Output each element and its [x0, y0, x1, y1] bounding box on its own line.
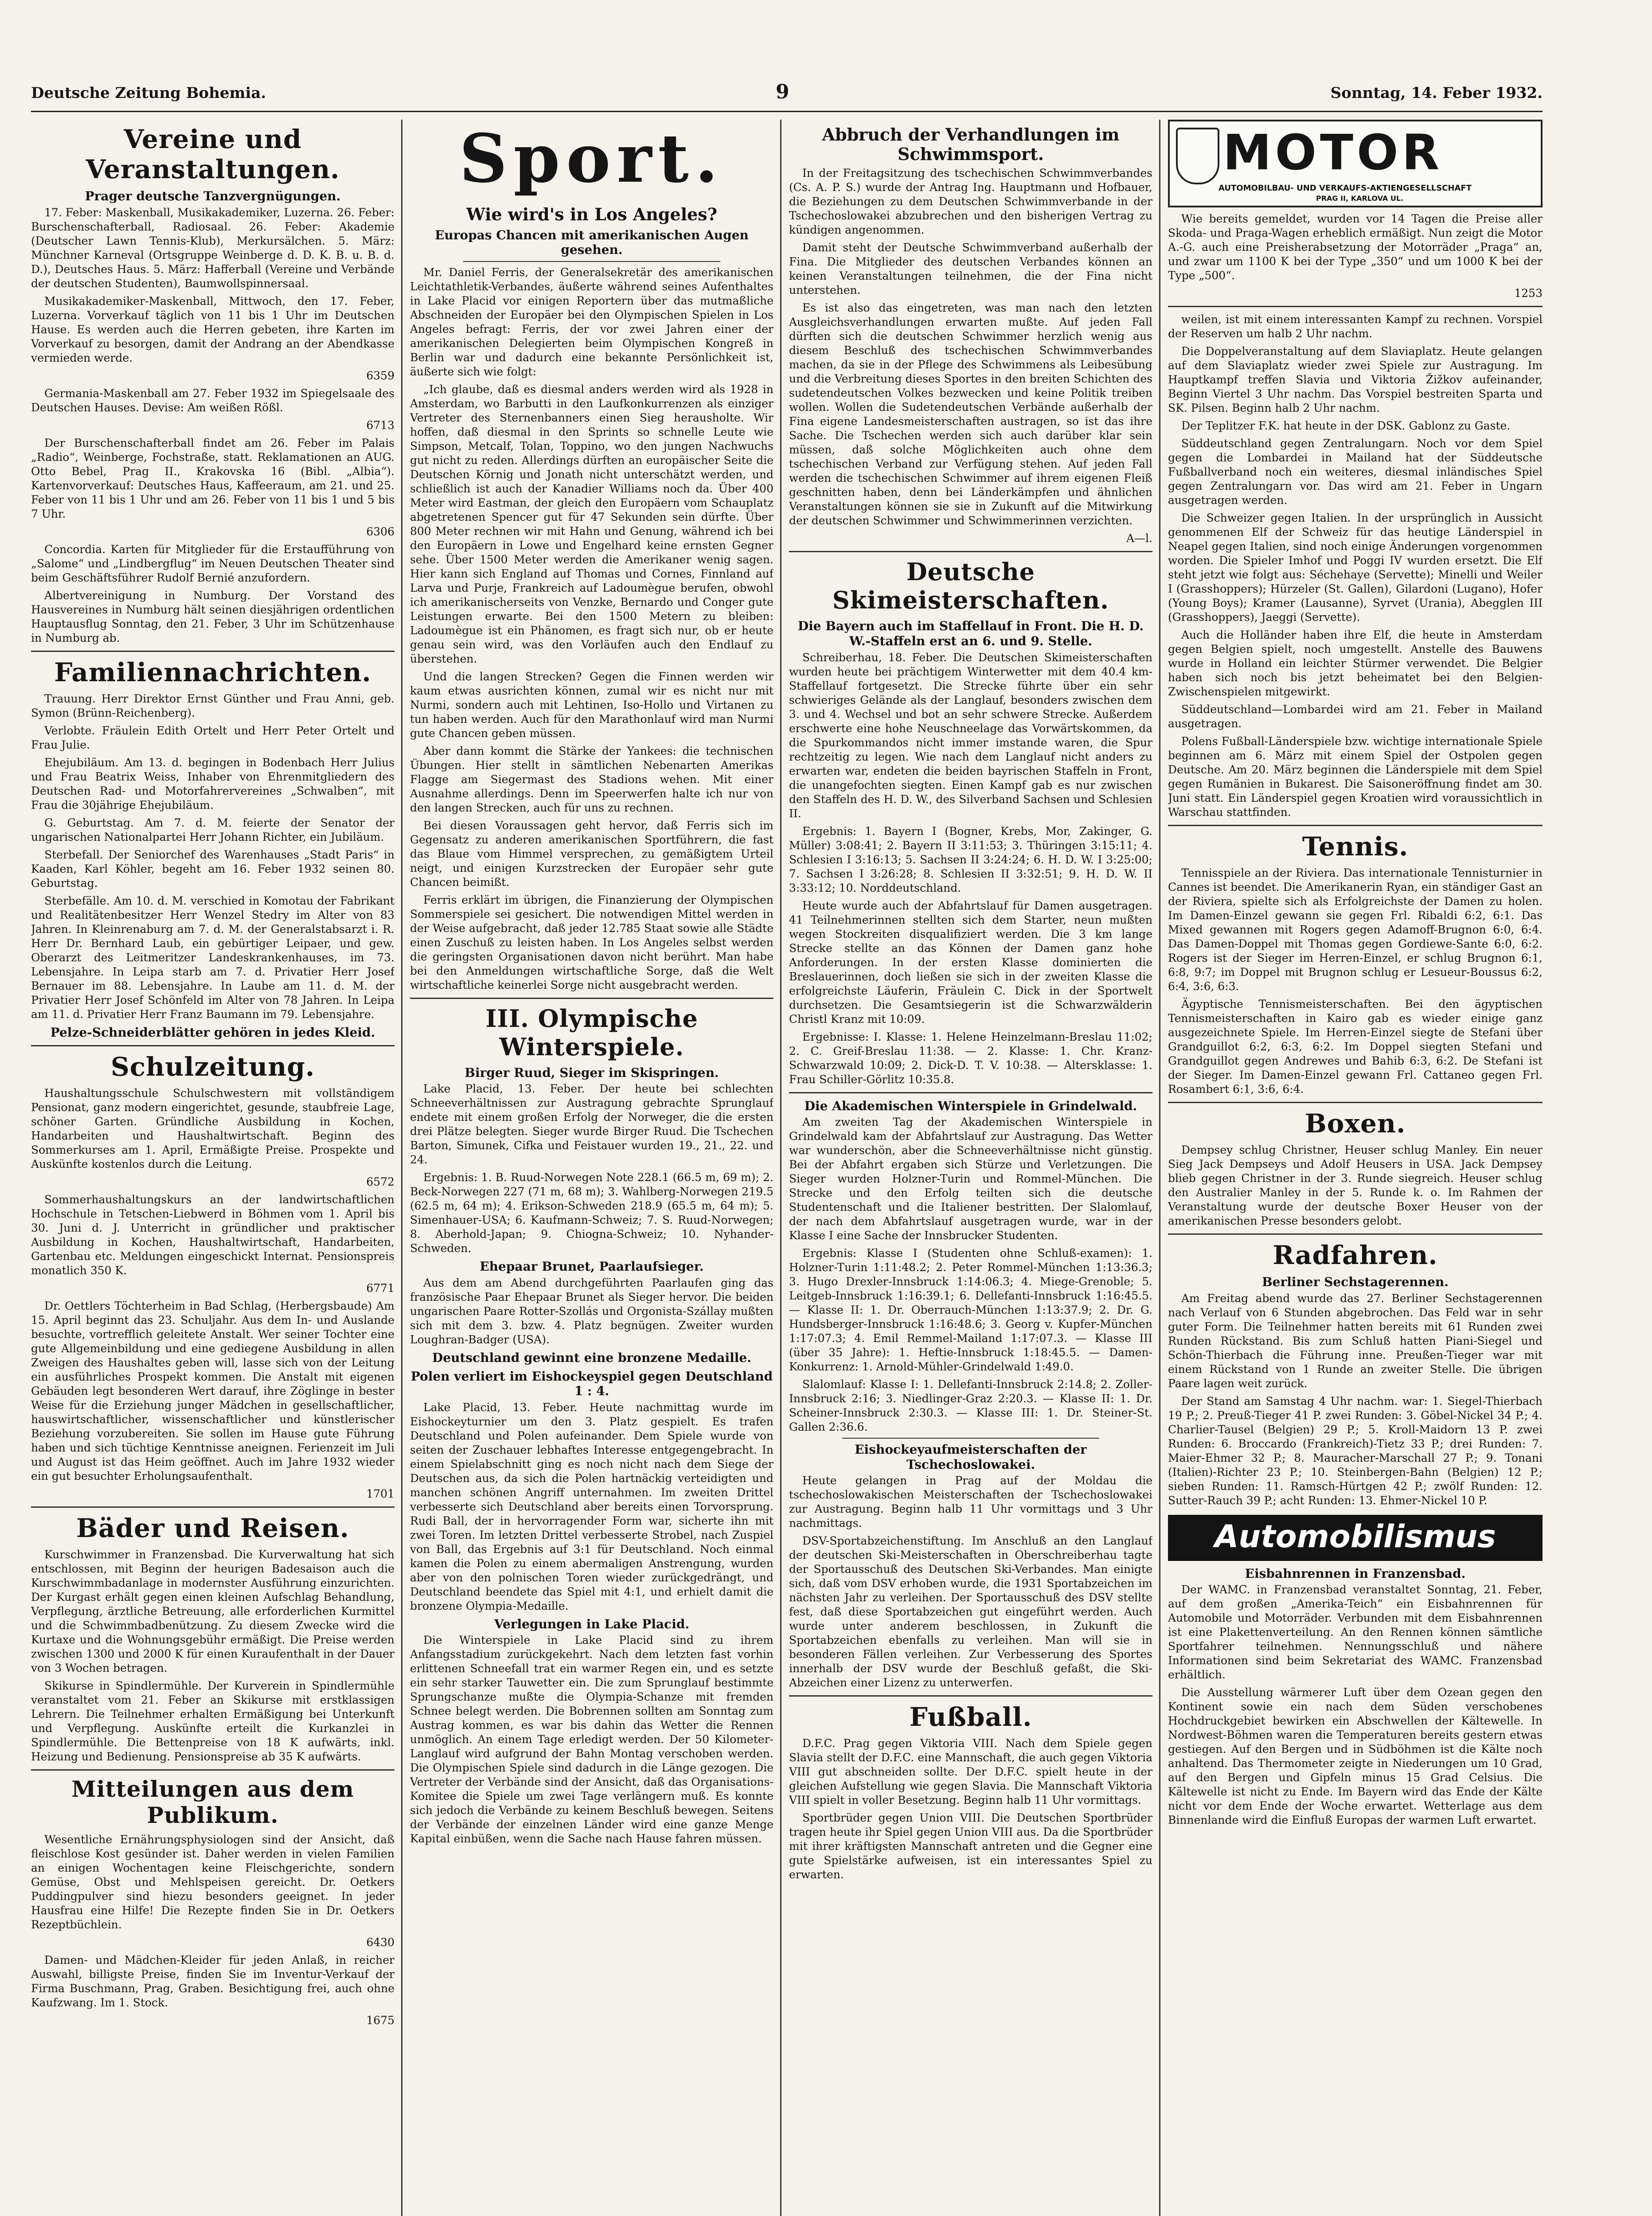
article-text: G. Geburtstag. Am 7. d. M. feierte der Senator der ungarischen Nationalpartei Herr Johann Richter, ein Jubiläum.: [31, 816, 394, 843]
section-title: Boxen.: [1304, 1108, 1406, 1139]
article-headline: Ehepaar Brunet, Paarlaufsieger.: [480, 1259, 704, 1274]
section-title: Tennis.: [1302, 831, 1409, 862]
article-text: Schreiberhau, 18. Feber. Die Deutschen Skimeisterschaften wurden heute bei prächtigem Winterwetter mit dem 40.4 km-Staffellauf fortgesetzt. Die Strecke führte über ein sehr schwieriges Gelände als der Langlauf, besonders zwischen dem 3. und 4. Wechsel und bot an sehr schwere Strecke. Außerdem erschwerte eine hohe Neuschneelage das Vorwärtskommen, da die Spurkommandos nicht immer imstande waren, die Spur rechtzeitig zu legen. Wie nach dem Langlauf nicht anders zu erwarten war, endeten die beiden bayrischen Staffeln in Front, die unangefochten siegten. Einen Kampf gab es nur zwischen den Staffeln des H. D. W., des Silverband Sachsen und Schlesien II.: [789, 651, 1152, 820]
automobilismus-banner: Automobilismus: [1168, 1515, 1543, 1561]
motor-logo-text: MOTOR: [1223, 124, 1443, 181]
article-subheadline: Europas Chancen mit amerikanischen Augen gesehen.: [435, 227, 749, 257]
section-title: Mitteilungen aus dem Publikum.: [71, 1776, 354, 1829]
article-headline: Die Akademischen Winterspiele in Grindelwald.: [804, 1098, 1137, 1113]
column-1: [31, 120, 394, 2216]
section-title: Bäder und Reisen.: [76, 1513, 349, 1544]
article-subheadline: Die Bayern auch im Staffellauf in Front. Die H. D. W.-Staffeln erst an 6. und 9. Stelle.: [797, 619, 1144, 648]
section-title: Fußball.: [909, 1702, 1032, 1732]
section-title: Schulzeitung.: [110, 1052, 315, 1082]
article-text: D.F.C. Prag gegen Viktoria VIII. Nach dem Spiele gegen Slavia stellt der D.F.C. eine Mannschaft, die auch gegen Viktoria VIII gut abschneiden sollte. Der D.F.C. spielt heute in der gleichen Aufstellung wie gegen Slavia. Die Mannschaft Viktoria VIII spielt in voller Besetzung. Beginn halb 11 Uhr vormittags.: [789, 1737, 1152, 1807]
article-text: Am Freitag abend wurde das 27. Berliner Sechstagerennen nach Verlauf von 6 Stunden abgebrochen. Das Feld war in sehr guter Form. Die Teilnehmer hatten bereits mit 61 Runden zwei Runden Rückstand. Bis zum Schluß hatten Piani-Siegel und Schön-Thierbach die Führung inne. Preußen-Tieger war mit einem Rückstand von 1 Runde an zweiter Stelle. Die übrigen Paare lagen weit zurück.: [1168, 1291, 1543, 1390]
motor-advertisement: [1168, 120, 1543, 207]
article-text: Damit steht der Deutsche Schwimmverband außerhalb der Fina. Die Mitglieder des deutschen Verbandes können an keinen Veranstaltungen teilnehmen, die der Fina nicht unterstehen.: [789, 241, 1152, 297]
section-divider: [410, 998, 773, 999]
ad-number: 6713: [366, 418, 394, 432]
article-text: Kurschwimmer in Franzensbad. Die Kurverwaltung hat sich entschlossen, mit Beginn der heurigen Badesaison auch die Kurschwimmbadanlage in modernster Ausführung einzurichten. Der Kurgast erhält gegen einen kleinen Aufschlag Behandlung, Verpflegung, ärztliche Betreuung, alle erforderlichen Kurmittel und die Schwimmbadbenützung. Zu diesem Zwecke wird die Kurtaxe und die Wohnungsgebühr ermäßigt. Die Preise werden zwischen 1300 und 2000 K für einen Kuraufenthalt in der Dauer von 3 Wochen betragen.: [31, 1548, 394, 1675]
article-text: Ergebnis: 1. B. Ruud-Norwegen Note 228.1 (66.5 m, 69 m); 2. Beck-Norwegen 227 (71 m, 68 m); 3. Wahlberg-Norwegen 219.5 (62.5 m, 64 m); 4. Erikson-Schweden 218.9 (65.5 m, 64 m); 5. Simenhauer-USA; 6. Kaufmann-Schweiz; 7. S. Ruud-Norwegen; 8. Aberhold-Japan; 9. Chiogna-Schweiz; 10. Nyhander-Schweden.: [410, 1171, 773, 1255]
section-title: Vereine und Veranstaltungen.: [86, 124, 340, 184]
article-text: Musikakademiker-Maskenball, Mittwoch, den 17. Feber, Luzerna. Vorverkauf täglich von 11 bis 1 Uhr im Deutschen Hause. Es werden auch die Herren gebeten, ihre Karten im Vorverkauf zu besorgen, damit der Andrang an der Abendkasse vermieden werde.: [31, 294, 394, 364]
column-2: [410, 120, 773, 2216]
article-text: Aber dann kommt die Stärke der Yankees: die technischen Übungen. Hier stellt in sämtlichen Nebenarten Amerikas Flagge am Siegermast des Stadions wehen. Mit einer Ausnahme allerdings. Denn im Speerwerfen halte ich nur von den langen Strecken, auch für uns zu rechnen.: [410, 744, 773, 814]
article-headline: Verlegungen in Lake Placid.: [494, 1616, 690, 1631]
header-rule: [31, 111, 1543, 112]
ad-number: 1701: [366, 1487, 394, 1501]
section-divider: [789, 551, 1152, 552]
ad-number: 6359: [366, 369, 394, 382]
article-text: Verlobte. Fräulein Edith Ortelt und Herr Peter Ortelt und Frau Julie.: [31, 724, 394, 751]
ad-number: 1675: [366, 2014, 394, 2027]
article-headline: Birger Ruud, Sieger im Skispringen.: [465, 1065, 719, 1080]
article-text: Die Schweizer gegen Italien. In der ursprünglich in Aussicht genommenen Elf der Schweiz für das heutige Länderspiel in Neapel gegen Italien, sind noch einige Änderungen vorgenommen worden. Die Spieler Imhof und Poggi IV wurden ersetzt. Die Elf steht jetzt wie folgt aus: Séchehaye (Servette); Minelli und Weiler I (Grasshoppers); Hürzeler (St. Gallen), Gilardoni (Lugano), Hofer (Young Boys); Kramer (Lausanne), Syrvet (Urania), Abegglen III (Grasshoppers), Jaeggi (Servette).: [1168, 511, 1543, 624]
section-title: Radfahren.: [1273, 1240, 1438, 1270]
notice: Pelze-Schneiderblätter gehören in jedes Kleid.: [50, 1025, 375, 1040]
ad-number: 1253: [1514, 287, 1543, 300]
page-number: 9: [776, 81, 789, 103]
article-text: Heute wurde auch der Abfahrtslauf für Damen ausgetragen. 41 Teilnehmerinnen stellten sich dem Starter, neun mußten wegen Stockreiten disqualifiziert werden. Die 3 km lange Strecke stellte an das Können der Damen ganz hohe Anforderungen. In der ersten Klasse dominierten die Breslauerinnen, doch ließen sie sich in der zweiten Klasse die erfolgreichste Läuferin, Fräulein C. Dick in der Sportwelt durchsetzen. Die Gesamtsiegerin ist die Schwarzwälderin Christl Kranz mit 10:09.: [789, 899, 1152, 1026]
article-text: Der WAMC. in Franzensbad veranstaltet Sonntag, 21. Feber, auf dem großen „Amerika-Teich“ ein Eisbahnrennen für Automobile und Motorräder. Verbunden mit dem Eisbahnrennen ist eine Plakettenverteilung. An den Rennen können sämtliche Sportfahrer teilnehmen. Nennungsschluß und nähere Informationen sind beim Sekretariat des WAMC. Franzensbad erhältlich.: [1168, 1583, 1543, 1682]
section-divider: [789, 1695, 1152, 1697]
article-text: Tennisspiele an der Riviera. Das internationale Tennisturnier in Cannes ist beendet. Die Amerikanerin Ryan, ein ständiger Gast an der Riviera, spielte sich als Erfolgreichste der Damen zu holen. Im Damen-Einzel gewann sie gegen Frl. Ribaldi 6:2, 6:1. Das Mixed gewannen mit Rogers gegen Adamoff-Brugnon 6:0, 6:4. Das Damen-Doppel mit Thomas gegen Gordiewe-Sante 6:0, 6:2. Rogers ist der Sieger im Herren-Einzel, er schlug Brugnon 6:1, 6:8, 9:7; im Doppel mit Brugnon schlug er Lesueur-Boussus 6:2, 6:4, 3:6, 6:3.: [1168, 866, 1543, 993]
article-text: Der Burschenschafterball findet am 26. Feber im Palais „Radio“, Weinberge, Fochstraße, statt. Reklamationen an AUG. Otto Bebel, Prag II., Krakovska 16 (Bibl. „Albia“). Kartenvorverkauf: Deutsches Haus, Kaffeeraum, am 21. und 25. Feber von 11 bis 1 Uhr und am 26. Feber von 11 bis 1 und 5 bis 7 Uhr.: [31, 436, 394, 520]
article-text: Polens Fußball-Länderspiele bzw. wichtige internationale Spiele beginnen am 6. März mit einem Spiel der Ostpolen gegen Deutsche. Am 20. März beginnen die Länderspiele mit dem Spiel gegen Rumänien in Bukarest. Die Saisoneröffnung findet am 30. Juni statt. Ein Länderspiel gegen Kroatien wird voraussichtlich in Warschau stattfinden.: [1168, 735, 1543, 819]
section-divider: [1168, 306, 1543, 307]
column-divider: [780, 120, 781, 2216]
section-title-sport: Sport.: [459, 120, 724, 198]
section-divider: [31, 1769, 394, 1771]
ad-number: 6430: [366, 1936, 394, 1949]
article-text: In der Freitagsitzung des tschechischen Schwimmverbandes (Cs. A. P. S.) wurde der Antrag Ing. Hauptmann und Hofbauer, die Beziehungen zu dem Deutschen Schwimmverbande in der Tschechoslowakei abzubrechen und den bisherigen Vertrag zu kündigen angenommen.: [789, 167, 1152, 237]
article-text: Die Winterspiele in Lake Placid sind zu ihrem Anfangsstadium zurückgekehrt. Nach dem letzten fast vorhin erlittenen Schneefall trat ein warmer Regen ein, und es setzte ein sehr starker Tauwetter ein. Die zum Sprunglauf bestimmte Sprungschanze mußte die Olympia-Schanze mit fremden Schnee belegt werden. Die Bobrennen sollten am Sonntag zum Austrag kommen, es war bis dahin das Wetter die Rennen unmöglich. An einem Tage erledigt werden. Der 50 Kilometer-Langlauf wird aufgrund der Bahn Montag verschoben werden. Die Olympischen Spiele sind dadurch in die Länge gezogen. Die Vertreter der Verbände sind der Ansicht, daß das Organisations-Komitee die Spiele um zwei Tage verlängern muß. Es konnte sich jedoch die Verbände zu keinem Beschluß bewegen. Seitens der Verbände der einzelnen Länder wird eine ganze Menge Kapital einbüßen, wenn die Sache nach Hause fahren müssen.: [410, 1634, 773, 1845]
article-text: Haushaltungsschule Schulschwestern mit vollständigem Pensionat, ganz modern eingerichtet, gesunde, staubfreie Lage, schöner Garten. Gründliche Ausbildung in Kochen, Handarbeiten und Haushaltwirtschaft. Beginn des Sommerkurses am 1. April, Ermäßigte Preise. Prospekte und Auskünfte kostenlos durch die Leitung.: [31, 1087, 394, 1171]
article-text: Trauung. Herr Direktor Ernst Günther und Frau Anni, geb. Symon (Brünn-Reichenberg).: [31, 692, 394, 719]
article-headline: Eisbahnrennen in Franzensbad.: [1245, 1566, 1466, 1581]
article-text: Ergebnisse: I. Klasse: 1. Helene Heinzelmann-Breslau 11:02; 2. C. Greif-Breslau 11:38. — 2. Klasse: 1. Chr. Kranz-Schwarzwald 10:09; 2. Dick-D. T. V. 10:38. — Altersklasse: 1. Frau Schiller-Görlitz 10:35.8.: [789, 1030, 1152, 1086]
motor-logo-address: PRAG II, KARLOVA UL.: [1316, 194, 1404, 203]
section-title: Deutsche Skimeisterschaften.: [832, 558, 1109, 615]
article-text: Süddeutschland—Lombardei wird am 21. Feber in Mailand ausgetragen.: [1168, 703, 1543, 730]
article-text: Slalomlauf: Klasse I: 1. Dellefanti-Innsbruck 2:14.8; 2. Zoller-Innsbruck 2:16; 3. Niedlinger-Graz 2:20.3. — Klasse II: 1. Dr. Scheiner-Innsbruck 2:30.3. — Klasse III: 1. Dr. Steiner-St. Gallen 2:36.6.: [789, 1378, 1152, 1434]
article-subheadline: Polen verliert im Eishockeyspiel gegen Deutschland 1 : 4.: [410, 1369, 773, 1399]
ad-number: 6306: [366, 525, 394, 538]
article-text: Wesentliche Ernährungsphysiologen sind der Ansicht, daß fleischlose Kost gesünder ist. Daher werden in vielen Familien an einigen Wochentagen keine Fleischgerichte, sondern Gemüse, Obst und Mehlspeisen gereicht. Dr. Oetkers Puddingpulver sind hiezu besonders geeignet. In jeder Hausfrau eine Hilfe! Die Rezepte finden Sie in Dr. Oetkers Rezeptbüchlein.: [31, 1833, 394, 1931]
article-text: Lake Placid, 13. Feber. Heute nachmittag wurde im Eishockeyturnier um den 3. Platz gespielt. Es trafen Deutschland und Polen aufeinander. Dem Spiele wurde von seiten der Zuschauer lebhaftes Interesse entgegengebracht. In einem Spielabschnitt ging es noch nicht nach dem Siege der Deutschen aus, da sich die Polen hartnäckig verteidigten und manchen schönen Angriff unternahmen. Im zweiten Drittel verbesserte sich Deutschland aber bereits einen Torvorsprung. Rudi Ball, der in hervorragender Form war, sicherte ihn mit zwei Toren. Im letzten Drittel verbesserte Strobel, nach Zuspiel von Ball, das Ergebnis auf 3:1 für Deutschland. Noch einmal kamen die Polen zu einem abermaligen Anstrengung, wurden aber von den polnischen Toren wieder zurückgedrängt, und Deutschland beendete das Spiel mit 4:1, und erhielt damit die bronzene Olympia-Medaille.: [410, 1401, 773, 1612]
column-4: [1168, 120, 1543, 2216]
article-text: Ferris erklärt im übrigen, die Finanzierung der Olympischen Sommerspiele sei gesichert. Die notwendigen Mittel werden in der Weise aufgebracht, daß jeder 12.785 Staat sowie alle Städte einen Zuschuß zu leisten haben. In Los Angeles selbst werden die geringsten Organisationen davon nicht berührt. Man habe bei den Anmeldungen wirtschaftliche Sorge, daß die Welt wirtschaftliche keinerlei Sorge nicht ausgebracht werden.: [410, 893, 773, 991]
article-text: Sportbrüder gegen Union VIII. Die Deutschen Sportbrüder tragen heute ihr Spiel gegen Union VIII aus. Da die Sportbrüder mit ihrer kräftigsten Mannschaft antreten und die Gegner eine gute Spielstärke aufweisen, ist ein interessantes Spiel zu erwarten.: [789, 1811, 1152, 1881]
motor-logo-subtitle: AUTOMOBILBAU- UND VERKAUFS-AKTIENGESELLSCHAFT: [1218, 183, 1472, 193]
article-text: Der Teplitzer F.K. hat heute in der DSK. Gablonz zu Gaste.: [1181, 419, 1511, 432]
column-3: [789, 120, 1152, 2216]
ad-number: 6572: [366, 1175, 394, 1189]
column-divider: [401, 120, 402, 2216]
article-text: Ehejubiläum. Am 13. d. begingen in Bodenbach Herr Julius und Frau Beatrix Weiss, Inhaber von Ehrenmitgliedern des Deutschen Rad- und Motorfahrervereines „Schwalben“, mit Frau die 30jährige Ehejubiläum.: [31, 756, 394, 811]
article-headline: Prager deutsche Tanzvergnügungen.: [85, 189, 341, 203]
crest-icon: [1176, 128, 1219, 184]
article-text: Wie bereits gemeldet, wurden vor 14 Tagen die Preise aller Skoda- und Praga-Wagen erheblich ermäßigt. Nun zeigt die Motor A.-G. auch eine Preisherabsetzung der Motorräder „Praga“ an, und zwar um 1100 K bei der Type „350“ und um 1000 K bei der Type „500“.: [1168, 212, 1543, 282]
article-text: Ägyptische Tennismeisterschaften. Bei den ägyptischen Tennismeisterschaften in Kairo gab es wieder einige ganz ausgezeichnete Spiele. Im Herren-Einzel siegte de Stefani über Grandguillot 6:2, 6:3, 6:2. Im Doppel siegten Stefani und Grandguillot gegen Andrewes und Bahib 6:3, 6:2. De Stefani ist der Sieger. Im Damen-Einzel gewann Frl. Cattaneo gegen Frl. Rosambert 6:1, 3:6, 6:4.: [1168, 998, 1543, 1096]
section-divider: [1168, 1233, 1543, 1235]
article-text: Aus dem am Abend durchgeführten Paarlaufen ging das französische Paar Ehepaar Brunet als Sieger hervor. Die beiden ungarischen Paare Rotter-Szollás und Orgonista-Szállay mußten sich mit dem 3. bzw. 4. Platz begnügen. Zweiter wurden Loughran-Badger (USA).: [410, 1276, 773, 1346]
article-text: Albertvereinigung in Numburg. Der Vorstand des Hausvereines in Numburg hält seinen diesjährigen ordentlichen Hauptausflug Sonntag, den 21. Feber, 3 Uhr im Schützenhause in Numburg ab.: [31, 589, 394, 644]
article-text: Ergebnis: Klasse I (Studenten ohne Schluß-examen): 1. Holzner-Turin 1:11:48.2; 2. Peter Rommel-München 1:13:36.3; 3. Hugo Drexler-Innsbruck 1:14:06.3; 4. Miege-Grenoble; 5. Leitgeb-Innsbruck 1:16:39.1; 6. Dellefanti-Innsbruck 1:16:45.5. — Klasse II: 1. Dr. Oberrauch-München 1:13:37.9; 2. Dr. G. Hundsberger-Innsbruck 1:16:48.6; 3. Georg v. Kupfer-München 1:17:07.3; 4. Emil Remmel-Mailand 1:17:07.3. — Klasse III (über 35 Jahre): 1. Heftie-Innsbruck 1:18:45.5. — Damen-Konkurrenz: 1. Arnold-Mühler-Grindelwald 1:49.0.: [789, 1247, 1152, 1373]
article-text: Bei diesen Voraussagen geht hervor, daß Ferris sich im Gegensatz zu anderen amerikanischen Sportführern, die fast das Blaue vom Himmel versprechen, zu gemäßigtem Urteil neigt, und einigen Kurzstrecken der Europäer sehr gute Chancen beimißt.: [410, 819, 773, 889]
section-divider: [1168, 1102, 1543, 1103]
section-divider: [31, 1506, 394, 1508]
article-text: 17. Feber: Maskenball, Musikakademiker, Luzerna. 26. Feber: Burschenschafterball, Radiosaal. 26. Feber: Akademie (Deutscher Lawn Tennis-Klub), Merkursälchen. 5. März: Münchner Karneval (Ortsgruppe Weinberge d. D. K. B. u. B. d. D.), Deutsches Haus. 5. März: Hafferball (Vereine und Verbände der deutschen Studenten), Baumwollspinnersaal.: [31, 206, 394, 290]
article-headline: Wie wird's in Los Angeles?: [466, 204, 717, 224]
article-text: Germania-Maskenball am 27. Feber 1932 im Spiegelsaale des Deutschen Hauses. Devise: Am weißen Rößl.: [31, 386, 394, 414]
article-text: Lake Placid, 13. Feber. Der heute bei schlechten Schneeverhältnissen zur Austragung gebrachte Sprunglauf endete mit einem großen Erfolg der Norweger, die die ersten drei Plätze belegten. Sieger wurde Birger Ruud. Die Tschechen Barton, Simunek, Cifka und Feistauer wurden 19., 21., 22. und 24.: [410, 1082, 773, 1167]
ad-number: 6771: [366, 1282, 394, 1295]
column-divider: [1159, 120, 1160, 2216]
issue-date: Sonntag, 14. Feber 1932.: [1330, 84, 1543, 102]
article-text: Damen- und Mädchen-Kleider für jeden Anlaß, in reicher Auswahl, billigste Preise, finden Sie im Inventur-Verkauf der Firma Buschmann, Prag, Graben. Besichtigung frei, auch ohne Kaufzwang. Im 1. Stock.: [31, 1954, 394, 2009]
masthead: Deutsche Zeitung Bohemia.: [31, 84, 266, 102]
article-text: Und die langen Strecken? Gegen die Finnen werden wir kaum etwas ausrichten können, zumal wir es nicht nur mit Nurmi, sondern auch mit Lehtinen, Iso-Hollo und Virtanen zu tun haben werden. Auch für den Marathonlauf wird man Nurmi gute Chancen geben müssen.: [410, 670, 773, 740]
article-text: weilen, ist mit einem interessanten Kampf zu rechnen. Vorspiel der Reserven um halb 2 Uhr nachm.: [1168, 313, 1543, 340]
article-text: Concordia. Karten für Mitglieder für die Erstaufführung von „Salome“ und „Lindbergflug“ im Neuen Deutschen Theater sind beim Geschäftsführer Rudolf Bernié anzufordern.: [31, 542, 394, 584]
article-text: DSV-Sportabzeichenstiftung. Im Anschluß an den Langlauf der deutschen Ski-Meisterschaften in Oberschreiberhau tagte der Sportausschuß des Deutschen Ski-Verbandes. Man einigte sich, daß vom DSV erhoben wurde, die 1931 Sportabzeichen im nächsten Jahr zu verleihen. Der Sportausschuß des DSV stellte fest, daß diese Sportabzeichen gut eingeführt werden. Auch wurde unter anderem beschlossen, in Zukunft die Sportabzeichen ebenfalls zu verleihen. Man will sie in besonderen Fällen verleihen. Zur Verbesserung des Sportes innerhalb der DSV wurde der Beschluß gefaßt, die Ski-Abzeichen einer Lizenz zu unterwerfen.: [789, 1534, 1152, 1689]
article-text: Es ist also das eingetreten, was man nach den letzten Ausgleichsverhandlungen erwarten mußte. Auf jeden Fall dürften sich die deutschen Schwimmer herzlich wenig aus diesem Beschluß des tschechischen Schwimmverbandes machen, da sie in der Pflege des Schwimmens als Leibesübung und die Verbreitung dieses Sportes in den breiten Schichten des sudetendeutschen Volkes bezwecken und keine Politik treiben wollen. Wollen die Sudetendeutschen Verbände außerhalb der Fina eigene Landesmeisterschaften austragen, so ist das ihre Sache. Die Tschechen werden sich auch darüber klar sein müssen, daß solche Möglichkeiten auch ohne dem tschechischen Verband zur Verfügung stehen. Auf jeden Fall werden die tschechischen Schwimmer auf ihrem eigenen Fleiß geschnitten haben, denn bei Länderkämpfen und ähnlichen Veranstaltungen können sie sie in Zukunft auf die Mitwirkung der deutschen Schwimmer und Schwimmerinnen verzichten.: [789, 301, 1152, 527]
article-text: Dempsey schlug Christner, Heuser schlug Manley. Ein neuer Sieg Jack Dempseys und Adolf Heusers in USA. Jack Dempsey blieb gegen Christner in der 3. Runde siegreich. Heuser schlug den Australier Manley in der 5. Runde k. o. Im Rahmen der Veranstaltung wurde der deutsche Boxer Heuser von der amerikanischen Presse besonders gelobt.: [1168, 1143, 1543, 1227]
article-text: Sommerhaushaltungskurs an der landwirtschaftlichen Hochschule in Tetschen-Liebwerd in Böhmen vom 1. April bis 30. Juni d. J. Unterricht in gründlicher und praktischer Ausbildung in Kochen, Haushaltwirtschaft, Handarbeiten, Gartenbau etc. Meldungen eingeschickt Internat. Pensionspreis monatlich 350 K.: [31, 1193, 394, 1277]
article-headline: Berliner Sechstagerennen.: [1261, 1275, 1449, 1289]
divider: [842, 1438, 1099, 1439]
section-title: III. Olympische Winterspiele.: [485, 1004, 698, 1061]
section-divider: [1168, 825, 1543, 826]
article-text: Sterbefall. Der Seniorchef des Warenhauses „Stadt Paris“ in Kaaden, Karl Köhler, begeht am 16. Feber 1932 seinen 80. Geburtstag.: [31, 848, 394, 890]
article-headline: Deutschland gewinnt eine bronzene Medaille.: [432, 1350, 751, 1365]
article-text: Ergebnis: 1. Bayern I (Bogner, Krebs, Mor, Zakinger, G. Müller) 3:08:41; 2. Bayern II 3:11:53; 3. Thüringen 3:15:11; 4. Schlesien I 3:16:13; 5. Sachsen II 3:24:24; 6. H. D. W. I 3:25:00; 7. Sachsen I 3:26:28; 8. Schlesien II 3:32:51; 9. H. D. W. II 3:33:12; 10. Norddeutschland.: [789, 824, 1152, 894]
article-text: Heute gelangen in Prag auf der Moldau die tschechoslowakischen Meisterschaften der Tschechoslowakei zur Austragung. Beginn halb 11 Uhr vormittags und 3 Uhr nachmittags.: [789, 1474, 1152, 1530]
divider: [463, 261, 720, 262]
article-text: „Ich glaube, daß es diesmal anders werden wird als 1928 in Amsterdam, wo Barbutti in den Laufkonkurrenzen als einziger Vertreter des Sternenbanners einen Sieg herausholte. Wir hoffen, daß diesmal in den Sprints so schnelle Leute wie Simpson, Metcalf, Tolan, Toppino, wo den jungen Nachwuchs gut nicht zu reden. Allerdings dürften an europäischer Seite die Deutschen Körnig und Jonath nicht unterschätzt werden, und schließlich ist auch der Kanadier Williams noch da. Über 400 Meter wird Eastman, der gleich den Europäern vom Schauplatz abgetretenen Spencer gut für 47 Sekunden sein dürfte. Über 800 Meter rechnen wir mit Hahn und Genung, während ich bei den Europäern in Lowe und Engelhard keine ernsten Gegner sehe. Über 1500 Meter werden die Amerikaner wenig sagen. Hier kann sich England auf Thomas und Cornes, Finnland auf Larva und Purje, Frankreich auf Ladoumègue berufen, obwohl ich amerikanischerseits von Venzke, Bernardo und Conger gute Leistungen erwarte. Bei den 1500 Metern zu bleiben: Ladoumègue ist ein Phänomen, es fragt sich nur, ob er heute genau sein wird, was den Vorläufen auch den Endlauf zu überstehen.: [410, 382, 773, 665]
article-text: Süddeutschland gegen Zentralungarn. Noch vor dem Spiel gegen die Lombardei in Mailand hat der Süddeutsche Fußballverband noch ein weiteres, diesmal inländisches Spiel gegen Zentralungarn vor. Das wird am 21. Feber in Ungarn ausgetragen werden.: [1168, 437, 1543, 507]
article-text: Dr. Oettlers Töchterheim in Bad Schlag, (Herbergsbaude) Am 15. April beginnt das 23. Schuljahr. Aus dem In- und Auslande besuchte, vortrefflich geleitete Anstalt. Wer seiner Tochter eine gute Allgemeinbildung und eine gediegene Ausbildung in allen Zweigen des Haushaltes geben will, lasse sich von der Leitung ein ausführliches Prospekt kommen. Die Anstalt mit eigenen Gebäuden legt besonderen Wert darauf, ihre Zöglinge in bester Weise für die Erziehung junger Mädchen in gesellschaftlicher, hauswirtschaftlicher, wissenschaftlicher und künstlerischer Beziehung vorzubereiten. Sie sollen im Hause gute Führung haben und sich tüchtige Kenntnisse aneignen. Ferienzeit im Juli und August ist das Heim geöffnet. Auch im Jahre 1932 wieder ein gut besuchter Erholungsaufenthalt.: [31, 1299, 394, 1483]
section-divider: [31, 651, 394, 652]
section-divider: [31, 1045, 394, 1046]
article-text: Am zweiten Tag der Akademischen Winterspiele in Grindelwald kam der Abfahrtslauf zur Austragung. Das Wetter war wunderschön, aber die Schneeverhältnisse nicht günstig. Bei der Abfahrt ergaben sich Stürze und Verletzungen. Die Sieger wurden Holzner-Turin und Rommel-München. Die Strecke und den Erfolg teilten sich die deutsche Studentenschaft und die Italiener bestritten. Der Slalomlauf, der nach dem Abfahrtslauf ausgetragen wurde, war in der Klasse I eine Sache der Innsbrucker Studenten.: [789, 1116, 1152, 1242]
article-headline: Eishockeyaufmeisterschaften der Tschechoslowakei.: [855, 1442, 1087, 1472]
article-text: Sterbefälle. Am 10. d. M. verschied in Komotau der Fabrikant und Realitätenbesitzer Herr Wenzel Stedry im Alter von 83 Jahren. In Kleinrenaburg am 7. d. M. der Generalstabsarzt i. R. Herr Dr. Bernhard Laub, ein gebürtiger Leipaer, und gew. Oberarzt des Leitmeritzer Landeskrankenhauses, im 73. Lebensjahre. In Leipa starb am 7. d. Privatier Herr Josef Bernauer im 88. Lebensjahre. In Laube am 11. d. M. der Privatier Herr Josef Schönfeld im Alter von 78 Jahren. In Leipa am 11. d. Privatier Herr Franz Baumann im 79. Lebensjahre.: [31, 894, 394, 1021]
section-divider: [789, 1092, 1152, 1093]
article-text: Die Doppelveranstaltung auf dem Slaviaplatz. Heute gelangen auf dem Slaviaplatz wieder zwei Spiele zur Austragung. Im Hauptkampf treffen Slavia und Viktoria Žižkov aufeinander, Beginn Viertel 3 Uhr nachm. Das Vorspiel bestreiten Sparta und SK. Pilsen. Beginn halb 2 Uhr nachm.: [1168, 345, 1543, 414]
section-title: Familiennachrichten.: [54, 657, 371, 687]
article-text: Mr. Daniel Ferris, der Generalsekretär des amerikanischen Leichtathletik-Verbandes, äußerte während seines Aufenthaltes in Lake Placid vor einigen Reportern über das mutmaßliche Abschneiden der Europäer bei den Olympischen Spielen in Los Angeles befragt: Ferris, der vor zwei Jahren einer der amerikanischen Delegierten beim Olympischen Kongreß in Berlin war und dadurch eine bekannte Persönlichkeit ist, äußerte sich wie folgt:: [410, 265, 773, 378]
article-text: Skikurse in Spindlermühle. Der Kurverein in Spindlermühle veranstaltet vom 21. Feber an Skikurse mit erstklassigen Lehrern. Die Teilnehmer erhalten Ermäßigung bei Unterkunft und Verpflegung. Auskünfte erteilt die Kurkanzlei in Spindlermühle. Die Bettenpreise von 18 K aufwärts, inkl. Heizung und Bedienung. Pensionspreise ab 35 K aufwärts.: [31, 1679, 394, 1763]
page-header: [31, 81, 1543, 106]
article-headline: Abbruch der Verhandlungen im Schwimmsport.: [822, 125, 1120, 164]
article-text: Auch die Holländer haben ihre Elf, die heute in Amsterdam gegen Belgien spielt, noch umgestellt. Anstelle des Bauwens wurde in Holland ein leichter Stürmer verwendet. Die Belgier haben sich noch bis jetzt beheimatet bei den Belgien-Zwischenspielen mitgewirkt.: [1168, 628, 1543, 698]
article-text: Die Ausstellung wärmerer Luft über dem Ozean gegen den Kontinent sowie ein nach dem Süden verschobenes Hochdruckgebiet bewirken ein Abschwellen der Kältewelle. In Nordwest-Böhmen waren die Temperaturen bereits gestern etwas gestiegen. Auf den Bergen und in Südböhmen ist die Kälte noch anhaltend. Das Thermometer zeigte in Niederungen um 10 Grad, auf den Bergen und Gipfeln minus 15 Grad Celsius. Die Kältewelle ist nicht zu Ende. Im Bayern wird das Ende der Kälte nicht vor dem Ende der Woche erwartet. Wetterlage aus dem Binnenlande wird die Einfluß Europas der warmen Luft erwartet.: [1168, 1686, 1543, 1827]
author-signature: A—l.: [1126, 532, 1152, 545]
article-text: Der Stand am Samstag 4 Uhr nachm. war: 1. Siegel-Thierbach 19 P.; 2. Preuß-Tieger 41 P. zwei Runden: 3. Göbel-Nickel 34 P.; 4. Charlier-Tausel (Belgien) 29 P.; 5. Kroll-Maidorn 13 P. zwei Runden: 6. Broccardo (Frankreich)-Tietz 33 P.; drei Runden: 7. Maier-Ehmer 32 P.; 8. Mauracher-Marschall 27 P.; 9. Tonani (Italien)-Richter 23 P.; 10. Steinbergen-Bahn (Belgien) 12 P.; sieben Runden: 11. Ramsch-Hürtgen 42 P.; zwölf Runden: 12. Sutter-Rauch 39 P.; acht Runden: 13. Ehmer-Nickel 10 P.: [1168, 1394, 1543, 1507]
